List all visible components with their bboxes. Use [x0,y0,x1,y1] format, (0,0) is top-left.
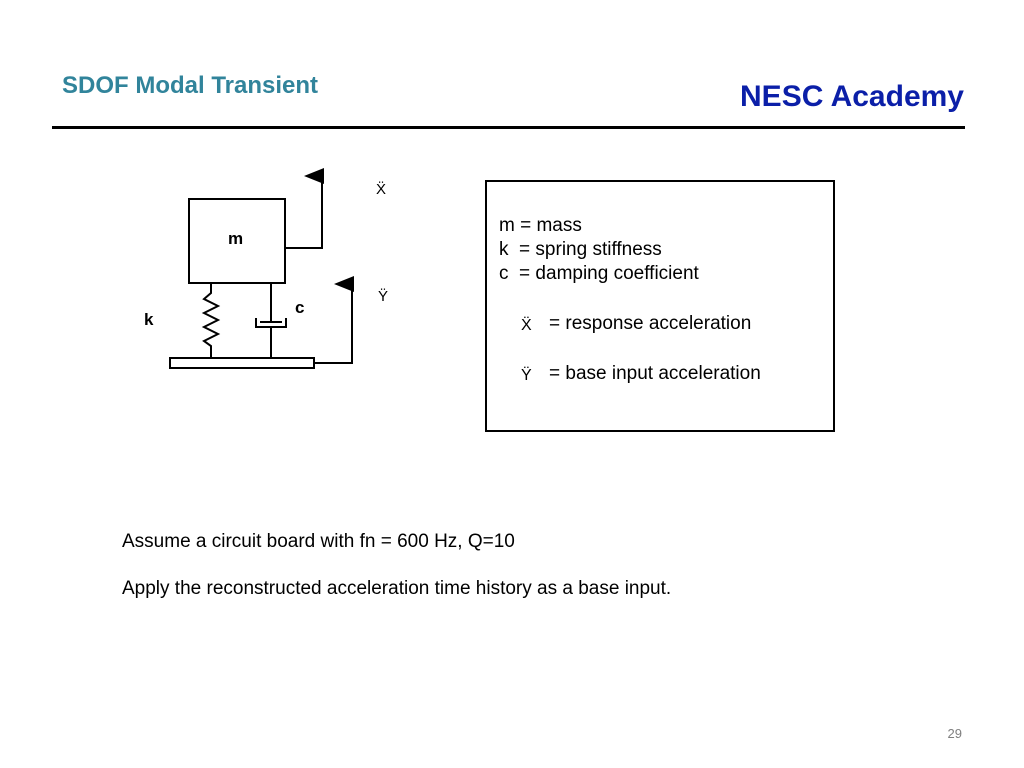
damper-label: c [295,298,305,317]
brand-title: NESC Academy [740,80,964,113]
header-rule [52,126,965,129]
assumption-text: Assume a circuit board with fn = 600 Hz, Q=10 [122,531,515,552]
legend-base-symbol: Ÿ [521,367,532,384]
sdof-diagram [130,160,420,390]
base-plate [170,358,314,368]
legend-mass: m = mass [499,215,582,236]
damper [256,283,286,358]
mass-label: m [228,229,244,248]
legend-response-desc: = response acceleration [549,313,752,334]
response-arrow [285,176,322,248]
response-symbol: Ẍ [376,181,387,198]
base-symbol: Ÿ [378,288,389,305]
slide-title: SDOF Modal Transient [62,72,319,99]
legend-spring: k = spring stiffness [499,239,662,260]
spring [204,283,218,358]
legend-damping: c = damping coefficient [499,263,699,284]
spring-label: k [144,310,154,329]
legend-base-desc: = base input acceleration [549,363,761,384]
page-number: 29 [947,726,962,741]
legend-box [485,180,835,432]
instruction-text: Apply the reconstructed acceleration time history as a base input. [122,578,672,599]
legend-response-symbol: Ẍ [521,317,532,334]
base-input-arrow [314,284,352,363]
